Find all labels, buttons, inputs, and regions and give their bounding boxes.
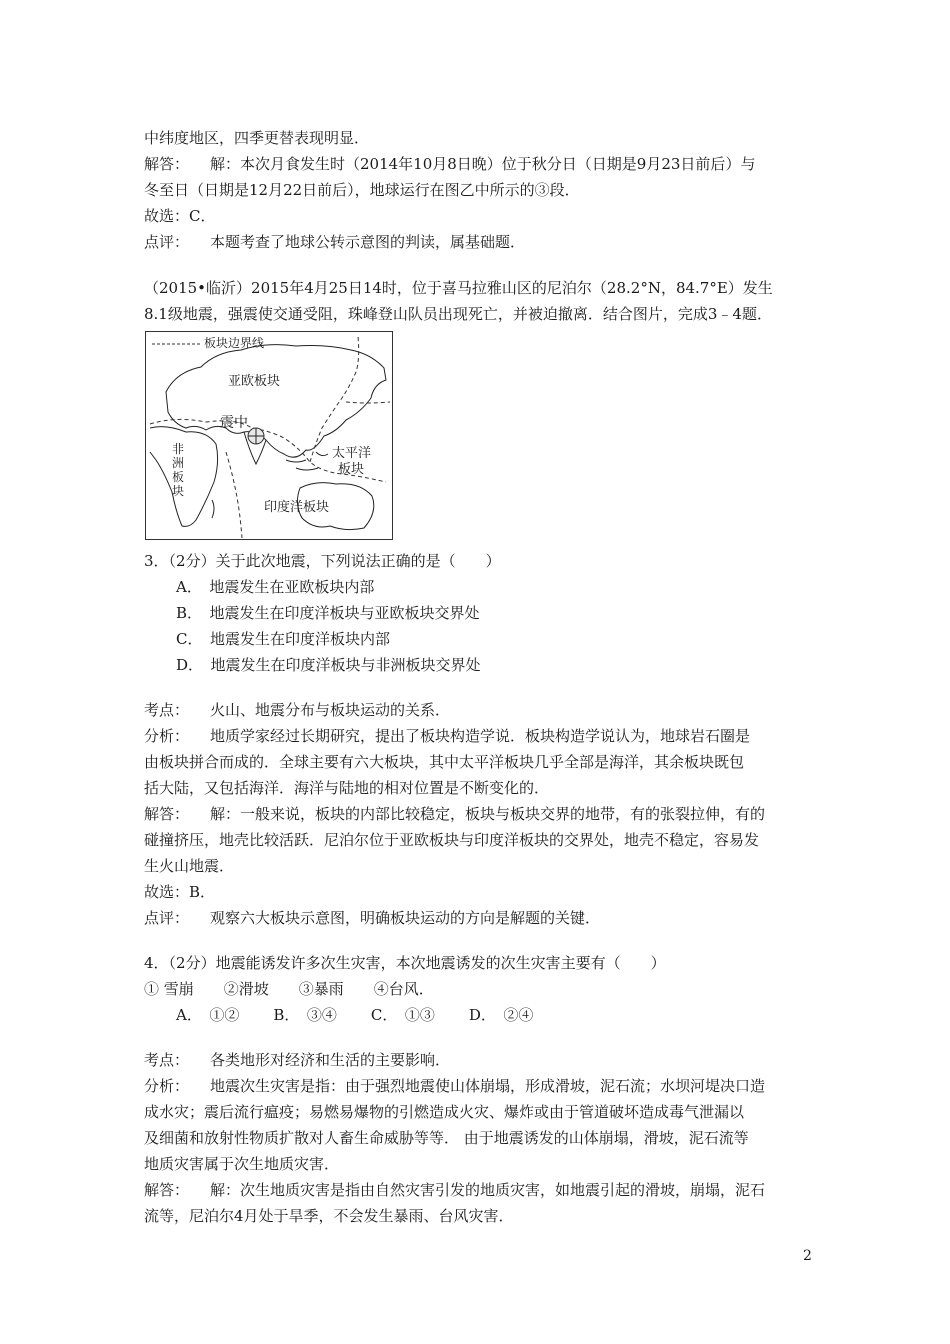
- q3-fenxi-line: 括大陆，又包括海洋．海洋与陆地的相对位置是不断变化的．: [144, 779, 550, 797]
- fenxi-text: 地质学家经过长期研究，提出了板块构造学说．板块构造学说认为，地球岩石圈是: [210, 727, 751, 745]
- text-line: 中纬度地区，四季更替表现明显．: [144, 129, 370, 147]
- intro-line: 8.1级地震，强震使交通受阻，珠峰登山队员出现死亡，并被迫撤离．结合图片，完成3﹣4题．: [144, 305, 772, 323]
- label-dianping: 点评：: [144, 909, 190, 927]
- label-fenxi: 分析：: [144, 1077, 190, 1095]
- african-plate-label: 非洲板块: [172, 442, 185, 498]
- q4-option-c: C． ①③: [370, 1006, 435, 1024]
- q3-option-d: D． 地震发生在印度洋板块与非洲板块交界处: [176, 656, 481, 674]
- label-jieda: 解答：: [144, 155, 190, 173]
- q4-option-b: B． ③④: [273, 1006, 337, 1024]
- jieda-text: 解：一般来说，板块的内部比较稳定，板块与板块交界的地带，有的张裂拉伸，有的: [210, 805, 766, 823]
- text-line: 冬至日（日期是12月22日前后），地球运行在图乙中所示的③段．: [144, 181, 580, 199]
- q4-fenxi-line: 成水灾；震后流行瘟疫；易燃易爆物的引燃造成火灾、爆炸或由于管道破坏造成毒气泄漏以: [144, 1103, 745, 1121]
- plate-map: [145, 331, 393, 540]
- q4-fenxi: [144, 1076, 765, 1096]
- label-jieda: 解答：: [144, 805, 190, 823]
- eurasian-plate-label: 亚欧板块: [228, 374, 281, 389]
- answer-line: [144, 154, 755, 174]
- label-jieda: 解答：: [144, 1181, 190, 1199]
- fenxi-text: 地震次生灾害是指：由于强烈地震使山体崩塌，形成滑坡，泥石流；水坝河堤决口造: [210, 1077, 766, 1095]
- epicenter-label: 震中: [220, 415, 248, 431]
- q4-option-a: A． ①②: [176, 1006, 240, 1024]
- legend-label: 板块边界线: [204, 336, 265, 350]
- intro-line: （2015•临沂）2015年4月25日14时，位于喜马拉雅山区的尼泊尔（28.2°N，84.7°E）发生: [144, 279, 773, 297]
- kaodian-text: 火山、地震分布与板块运动的关系．: [210, 701, 451, 719]
- dianping-text: 观察六大板块示意图，明确板块运动的方向是解题的关键．: [210, 909, 601, 927]
- q3-dianping: [144, 908, 600, 928]
- q3-option-c: C． 地震发生在印度洋板块内部: [176, 630, 390, 648]
- answer-text: 解：本次月食发生时（2014年10月8日晚）位于秋分日（日期是9月23日前后）与: [210, 155, 756, 173]
- q4-jieda: [144, 1180, 765, 1200]
- q4-option-d: D． ②④: [468, 1006, 534, 1024]
- label-dianping: 点评：: [144, 233, 190, 251]
- q3-kaodian: [144, 700, 450, 720]
- q3-option-a: A． 地震发生在亚欧板块内部: [176, 578, 375, 596]
- q4-kaodian: [144, 1050, 450, 1070]
- q3-option-b: B． 地震发生在印度洋板块与亚欧板块交界处: [176, 604, 480, 622]
- q4-jieda-line: 流等，尼泊尔4月处于旱季，不会发生暴雨、台风灾害．: [144, 1207, 514, 1225]
- q4-items: ① 雪崩 ②滑坡 ③暴雨 ④台风．: [144, 980, 434, 998]
- q3-jieda-line: 生火山地震．: [144, 857, 235, 875]
- page-number: 2: [803, 1248, 812, 1264]
- comment-text: 本题考查了地球公转示意图的判读，属基础题．: [210, 233, 526, 251]
- q3-answer: 故选：B．: [144, 883, 216, 901]
- q3-stem: 3．（2分）关于此次地震，下列说法正确的是（ ）: [144, 552, 501, 570]
- jieda-text: 解：次生地质灾害是指由自然灾害引发的地质灾害，如地震引起的滑坡，崩塌，泥石: [210, 1181, 766, 1199]
- q4-stem: 4．（2分）地震能诱发许多次生灾害，本次地震诱发的次生灾害主要有（ ）: [144, 954, 666, 972]
- indian-plate-label: 印度洋板块: [264, 500, 330, 515]
- q3-fenxi-line: 由板块拼合而成的．全球主要有六大板块，其中太平洋板块几乎全部是海洋，其余板块既包: [144, 753, 745, 771]
- answer-choice: 故选：C．: [144, 207, 216, 225]
- label-kaodian: 考点：: [144, 701, 190, 719]
- kaodian-text: 各类地形对经济和生活的主要影响．: [210, 1051, 451, 1069]
- pacific-plate-label-1: 太平洋: [332, 446, 372, 461]
- q3-jieda: [144, 804, 765, 824]
- comment-line: [144, 232, 525, 252]
- q3-jieda-line: 碰撞挤压，地壳比较活跃．尼泊尔位于亚欧板块与印度洋板块的交界处，地壳不稳定，容易发: [144, 831, 760, 849]
- label-fenxi: 分析：: [144, 727, 190, 745]
- q3-fenxi: [144, 726, 750, 746]
- label-kaodian: 考点：: [144, 1051, 190, 1069]
- q4-fenxi-line: 地质灾害属于次生地质灾害．: [144, 1155, 340, 1173]
- q4-options: [176, 1005, 567, 1025]
- q4-fenxi-line: 及细菌和放射性物质扩散对人畜生命威胁等等． 由于地震诱发的山体崩塌，滑坡，泥石流等: [144, 1129, 749, 1147]
- pacific-plate-label-2: 板块: [338, 462, 365, 477]
